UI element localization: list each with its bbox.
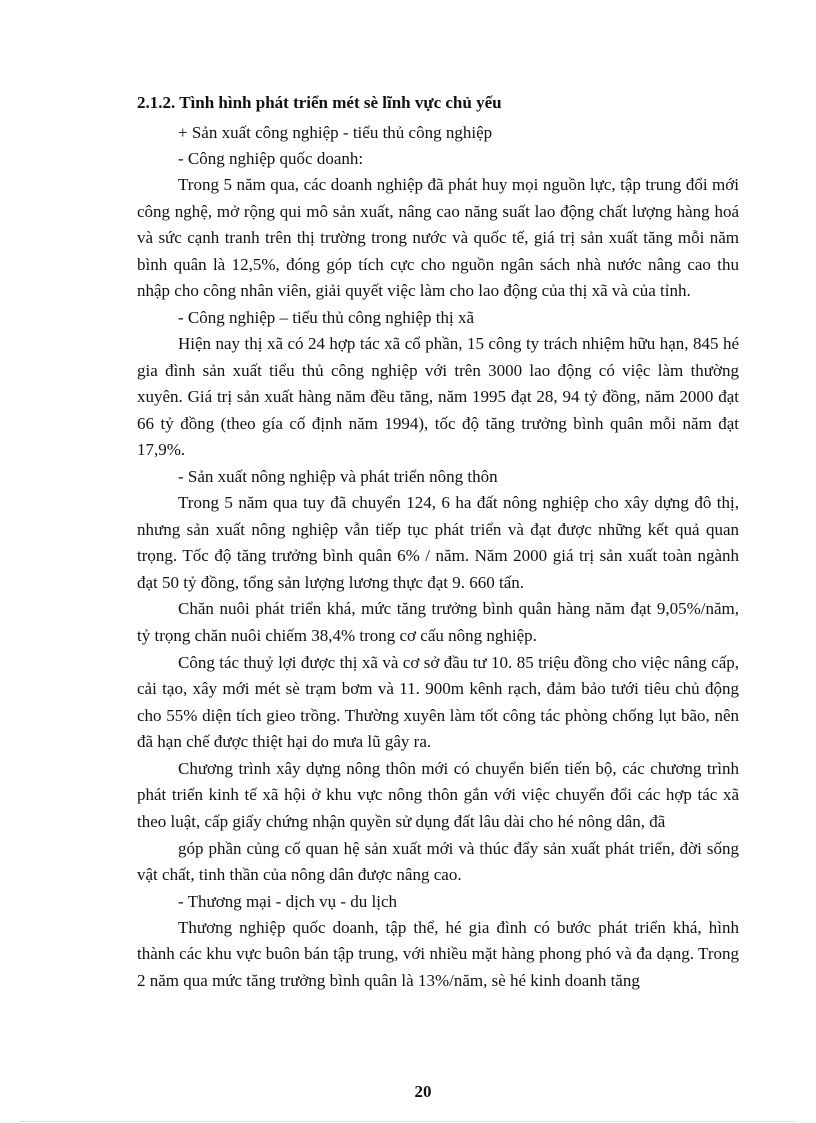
paragraph-state-enterprises: Trong 5 năm qua, các doanh nghiệp đã phát huy mọi nguồn lực, tập trung đổi mới công nghệ, mở rộng qui mô sản xuất, nâng cao năng suất lao động chất lượng hàng hoá và sức cạnh tranh trên thị trường trong nước và quốc tế, giá trị sản xuất tăng mỗi năm bình quân là 12,5%, đóng góp tích cực cho nguồn ngân sách nhà nước nâng cao thu nhập cho công nhân viên, giải quyết việc làm cho lao động của thị xã và của tỉnh. — [137, 175, 739, 301]
subheading-agriculture: - Sản xuất nông nghiệp và phát triển nông thôn — [178, 466, 498, 486]
subheading-town-industry: - Công nghiệp – tiểu thủ công nghiệp thị xã — [178, 307, 475, 327]
paragraph-rural-program-cont: góp phần củng cố quan hệ sản xuất mới và thúc đẩy sản xuất phát triển, đời sống vật chất, tinh thần của nông dân được nâng cao. — [137, 838, 739, 885]
subheading-state-industry: - Công nghiệp quốc doanh: — [178, 149, 364, 168]
paragraph-cooperatives: Hiện nay thị xã có 24 hợp tác xã cổ phần, 15 công ty trách nhiệm hữu hạn, 845 hé gia đình sản xuất tiểu thủ công nghiệp với trên 3000 lao động có việc làm thường xuyên. Giá trị sản xuất hàng năm đều tăng, năm 1995 đạt 28, 94 tỷ đồng, năm 2000 đạt 66 tỷ đồng (theo gía cố định năm 1994), tốc độ tăng trưởng bình quân mỗi năm đạt 17,9%. — [137, 333, 739, 460]
document-body — [137, 92, 739, 995]
paragraph-livestock: Chăn nuôi phát triển khá, mức tăng trưởng bình quân hàng năm đạt 9,05%/năm, tỷ trọng chăn nuôi chiếm 38,4% trong cơ cấu nông nghiệp. — [137, 599, 739, 645]
page-number: 20 — [414, 1082, 432, 1101]
subheading-trade: - Thương mại - dịch vụ - du lịch — [178, 891, 398, 911]
page-bottom-border — [20, 1121, 796, 1122]
paragraph-irrigation: Công tác thuỷ lợi được thị xã và cơ sở đầu tư 10. 85 triệu đồng cho việc nâng cấp, cải tạo, xây mới mét sè trạm bơm và 11. 900m kênh rạch, đảm bảo tưới tiêu chủ động cho 55% diện tích gieo trồng. Thường xuyên làm tốt công tác phòng chống lụt bão, nên đã hạn chế được thiệt hại do mưa lũ gây ra. — [137, 652, 739, 752]
paragraph-trade: Thương nghiệp quốc doanh, tập thể, hé gia đình có bước phát triển khá, hình thành các khu vực buôn bán tập trung, với nhiều mặt hàng phong phó và đa dạng. Trong 2 năm qua mức tăng trưởng bình quân là 13%/năm, sè hé kinh doanh tăng — [137, 917, 739, 991]
section-heading: 2.1.2. Tình hình phát triển mét sè lĩnh vực chủ yếu — [137, 93, 502, 112]
subheading-industry: + Sản xuất công nghiệp - tiểu thủ công nghiệp — [178, 123, 493, 142]
paragraph-agriculture-growth: Trong 5 năm qua tuy đã chuyển 124, 6 ha đất nông nghiệp cho xây dựng đô thị, nhưng sản xuất nông nghiệp vẫn tiếp tục phát triển và đạt được những kết quả quan trọng. Tốc độ tăng trưởng bình quân 6% / năm. Năm 2000 giá trị sản xuất toàn ngành đạt 50 tỷ đồng, tổng sản lượng lương thực đạt 9. 660 tấn. — [137, 492, 739, 592]
paragraph-rural-program: Chương trình xây dựng nông thôn mới có chuyển biến tiến bộ, các chương trình phát triển kinh tế xã hội ở khu vực nông thôn gắn với việc chuyển đổi các hợp tác xã theo luật, cấp giấy chứng nhận quyền sử dụng đất lâu dài cho hé nông dân, đã — [137, 758, 739, 832]
